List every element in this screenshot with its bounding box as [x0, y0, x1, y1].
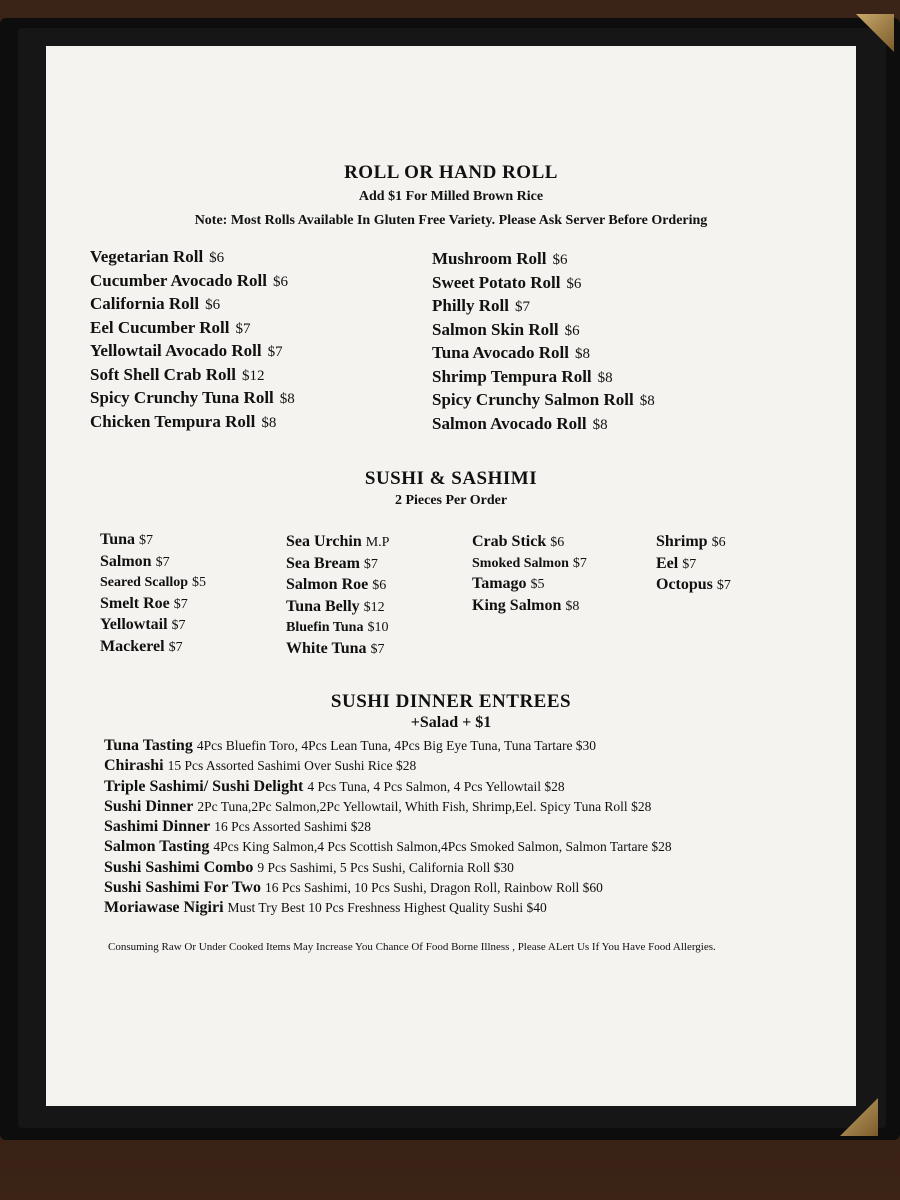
entree-description: 16 Pcs Sashimi, 10 Pcs Sushi, Dragon Roll, Rainbow Roll $60 [264, 880, 603, 896]
item-name: Yellowtail [100, 616, 168, 633]
entree-description: 15 Pcs Assorted Sashimi Over Sushi Rice $28 [167, 758, 417, 774]
item-name: Smelt Roe [100, 594, 170, 612]
menu-item [90, 317, 295, 341]
menu-item [90, 270, 295, 294]
item-price: $5 [192, 575, 207, 590]
item-name: Salmon [100, 552, 152, 570]
item-price: M.P [365, 535, 390, 550]
menu-item [90, 364, 295, 388]
item-price: $8 [639, 393, 655, 409]
menu-item [90, 411, 295, 435]
sushi-note: 2 Pieces Per Order [394, 493, 508, 508]
menu-item [432, 389, 655, 413]
item-price: $8 [279, 391, 295, 407]
entree-description: 2Pc Tuna,2Pc Salmon,2Pc Yellowtail, Whith Fish, Shrimp,Eel. Spicy Tuna Roll $28 [197, 798, 652, 814]
sushi-column-1 [100, 530, 206, 658]
entree-name: Tuna Tasting [104, 737, 193, 754]
item-name: Spicy Crunchy Salmon Roll [432, 390, 634, 409]
menu-page [46, 46, 856, 1106]
item-price: $6 [205, 297, 221, 313]
menu-item [432, 413, 655, 437]
menu-item [286, 639, 389, 661]
menu-item [90, 387, 295, 411]
menu-item [100, 637, 206, 659]
sushi-column-4 [656, 532, 731, 597]
item-name: Smoked Salmon [472, 555, 569, 571]
item-price: $6 [564, 322, 580, 339]
menu-item [90, 246, 295, 270]
menu-item [432, 342, 655, 366]
item-name: Sweet Potato Roll [432, 272, 561, 292]
menu-item [286, 575, 389, 597]
menu-item [100, 552, 206, 574]
sushi-column-2 [286, 532, 389, 660]
item-name: Yellowtail Avocado Roll [90, 341, 262, 360]
menu-item [656, 532, 731, 554]
item-name: White Tuna [286, 639, 367, 657]
entree-item [104, 756, 672, 776]
item-name: Chicken Tempura Roll [90, 411, 256, 431]
rolls-note-gluten-free: Note: Most Rolls Available In Gluten Free Variety. Please Ask Server Before Ordering [194, 213, 708, 228]
item-name: Tuna Belly [286, 597, 360, 615]
item-price: $7 [572, 555, 587, 571]
rolls-section-title: ROLL OR HAND ROLL [344, 162, 558, 183]
entree-description: 4Pcs Bluefin Toro, 4Pcs Lean Tuna, 4Pcs Big Eye Tuna, Tuna Tartare $30 [196, 738, 597, 753]
menu-item [432, 319, 655, 343]
menu-item [656, 554, 731, 576]
entree-description: 4 Pcs Tuna, 4 Pcs Salmon, 4 Pcs Yellowtail $28 [307, 778, 565, 794]
item-name: Philly Roll [432, 296, 509, 315]
entree-item [104, 898, 672, 918]
item-name: California Roll [90, 294, 200, 313]
item-name: Tuna Avocado Roll [432, 343, 569, 362]
food-safety-disclaimer: Consuming Raw Or Under Cooked Items May Increase You Chance Of Food Borne Illness , Please ALert Us If You Have Food Allergies. [108, 941, 716, 953]
entrees-section-title: SUSHI DINNER ENTREES [330, 691, 572, 712]
item-name: Salmon Skin Roll [432, 319, 559, 339]
item-price: $7 [514, 299, 530, 315]
item-name: Octopus [656, 576, 713, 593]
item-price: $7 [235, 320, 251, 337]
entree-name: Salmon Tasting [104, 838, 210, 856]
item-price: $7 [155, 554, 170, 570]
item-price: $7 [370, 641, 385, 657]
entree-item [104, 878, 672, 898]
item-name: Seared Scallop [100, 575, 189, 590]
menu-item [656, 575, 731, 597]
entree-name: Sushi Sashimi For Two [104, 879, 261, 897]
item-name: Vegetarian Roll [90, 247, 204, 266]
entree-name: Sushi Dinner [104, 797, 194, 815]
item-price: $8 [261, 414, 277, 431]
menu-item [472, 574, 587, 596]
entree-item [104, 817, 672, 837]
menu-item [432, 272, 655, 296]
item-name: Salmon Avocado Roll [432, 413, 587, 433]
item-price: $6 [372, 578, 387, 593]
menu-item [286, 618, 389, 639]
menu-item [432, 295, 655, 319]
item-price: $6 [711, 535, 726, 550]
menu-item [286, 532, 389, 554]
entree-item [104, 858, 672, 878]
entree-item [104, 797, 672, 817]
item-name: Sea Bream [286, 554, 360, 572]
item-price: $7 [267, 344, 283, 360]
item-name: Cucumber Avocado Roll [90, 270, 267, 290]
menu-item [472, 532, 587, 554]
item-name: Salmon Roe [286, 576, 369, 593]
item-name: Shrimp Tempura Roll [432, 366, 592, 386]
item-name: King Salmon [472, 596, 562, 614]
item-price: $8 [575, 346, 590, 362]
item-price: $8 [597, 369, 613, 386]
item-name: Mushroom Roll [432, 249, 547, 268]
item-name: Crab Stick [472, 533, 547, 550]
item-price: $12 [363, 599, 385, 615]
item-name: Shrimp [656, 533, 708, 550]
menu-item [100, 615, 206, 637]
rolls-note-brown-rice: Add $1 For Milled Brown Rice [358, 189, 544, 204]
item-name: Tamago [472, 575, 527, 592]
sushi-column-3 [472, 532, 587, 617]
item-price: $7 [139, 533, 153, 548]
menu-item [432, 366, 655, 390]
item-name: Mackerel [100, 637, 165, 655]
item-name: Eel [656, 554, 679, 572]
menu-item [100, 594, 206, 616]
item-price: $7 [168, 639, 183, 655]
item-price: $12 [241, 367, 265, 384]
entree-description: 16 Pcs Assorted Sashimi $28 [214, 819, 372, 835]
entree-description: 4Pcs King Salmon,4 Pcs Scottish Salmon,4Pcs Smoked Salmon, Salmon Tartare $28 [213, 839, 672, 855]
entree-name: Sashimi Dinner [104, 818, 211, 836]
item-name: Tuna [100, 531, 135, 548]
entrees-list [104, 736, 672, 919]
item-price: $8 [592, 416, 608, 433]
item-price: $7 [171, 618, 186, 633]
menu-item [286, 554, 389, 576]
item-price: $7 [173, 596, 188, 612]
item-price: $7 [716, 578, 731, 593]
entree-name: Sushi Sashimi Combo [104, 858, 254, 876]
item-price: $10 [367, 620, 389, 635]
menu-item [286, 597, 389, 619]
sushi-section-title: SUSHI & SASHIMI [364, 468, 538, 489]
entree-name: Triple Sashimi/ Sushi Delight [104, 777, 304, 795]
item-name: Soft Shell Crab Roll [90, 364, 236, 384]
entree-item [104, 736, 672, 756]
item-name: Sea Urchin [286, 533, 362, 550]
menu-item [90, 293, 295, 317]
entree-name: Chirashi [104, 757, 164, 775]
item-price: $6 [566, 275, 582, 292]
entree-item [104, 837, 672, 857]
item-name: Bluefin Tuna [286, 620, 364, 635]
item-price: $8 [565, 598, 580, 614]
menu-item [100, 573, 206, 594]
menu-item [432, 248, 655, 272]
item-price: $5 [530, 577, 545, 592]
entree-name: Moriawase Nigiri [104, 899, 224, 917]
rolls-right-column [432, 248, 655, 436]
menu-item [90, 340, 295, 364]
item-name: Eel Cucumber Roll [90, 317, 230, 337]
entrees-note: +Salad + $1 [410, 714, 492, 731]
menu-item [472, 596, 587, 618]
item-name: Spicy Crunchy Tuna Roll [90, 388, 274, 407]
rolls-left-column [90, 246, 295, 434]
item-price: $6 [552, 252, 568, 268]
item-price: $6 [550, 535, 565, 550]
item-price: $7 [682, 556, 697, 572]
item-price: $6 [209, 250, 225, 266]
item-price: $7 [363, 556, 378, 572]
item-price: $6 [272, 273, 288, 290]
menu-item [472, 554, 587, 575]
entree-item [104, 777, 672, 797]
menu-item [100, 530, 206, 552]
entree-description: Must Try Best 10 Pcs Freshness Highest Quality Sushi $40 [227, 900, 547, 916]
entree-description: 9 Pcs Sashimi, 5 Pcs Sushi, California Roll $30 [257, 859, 514, 875]
